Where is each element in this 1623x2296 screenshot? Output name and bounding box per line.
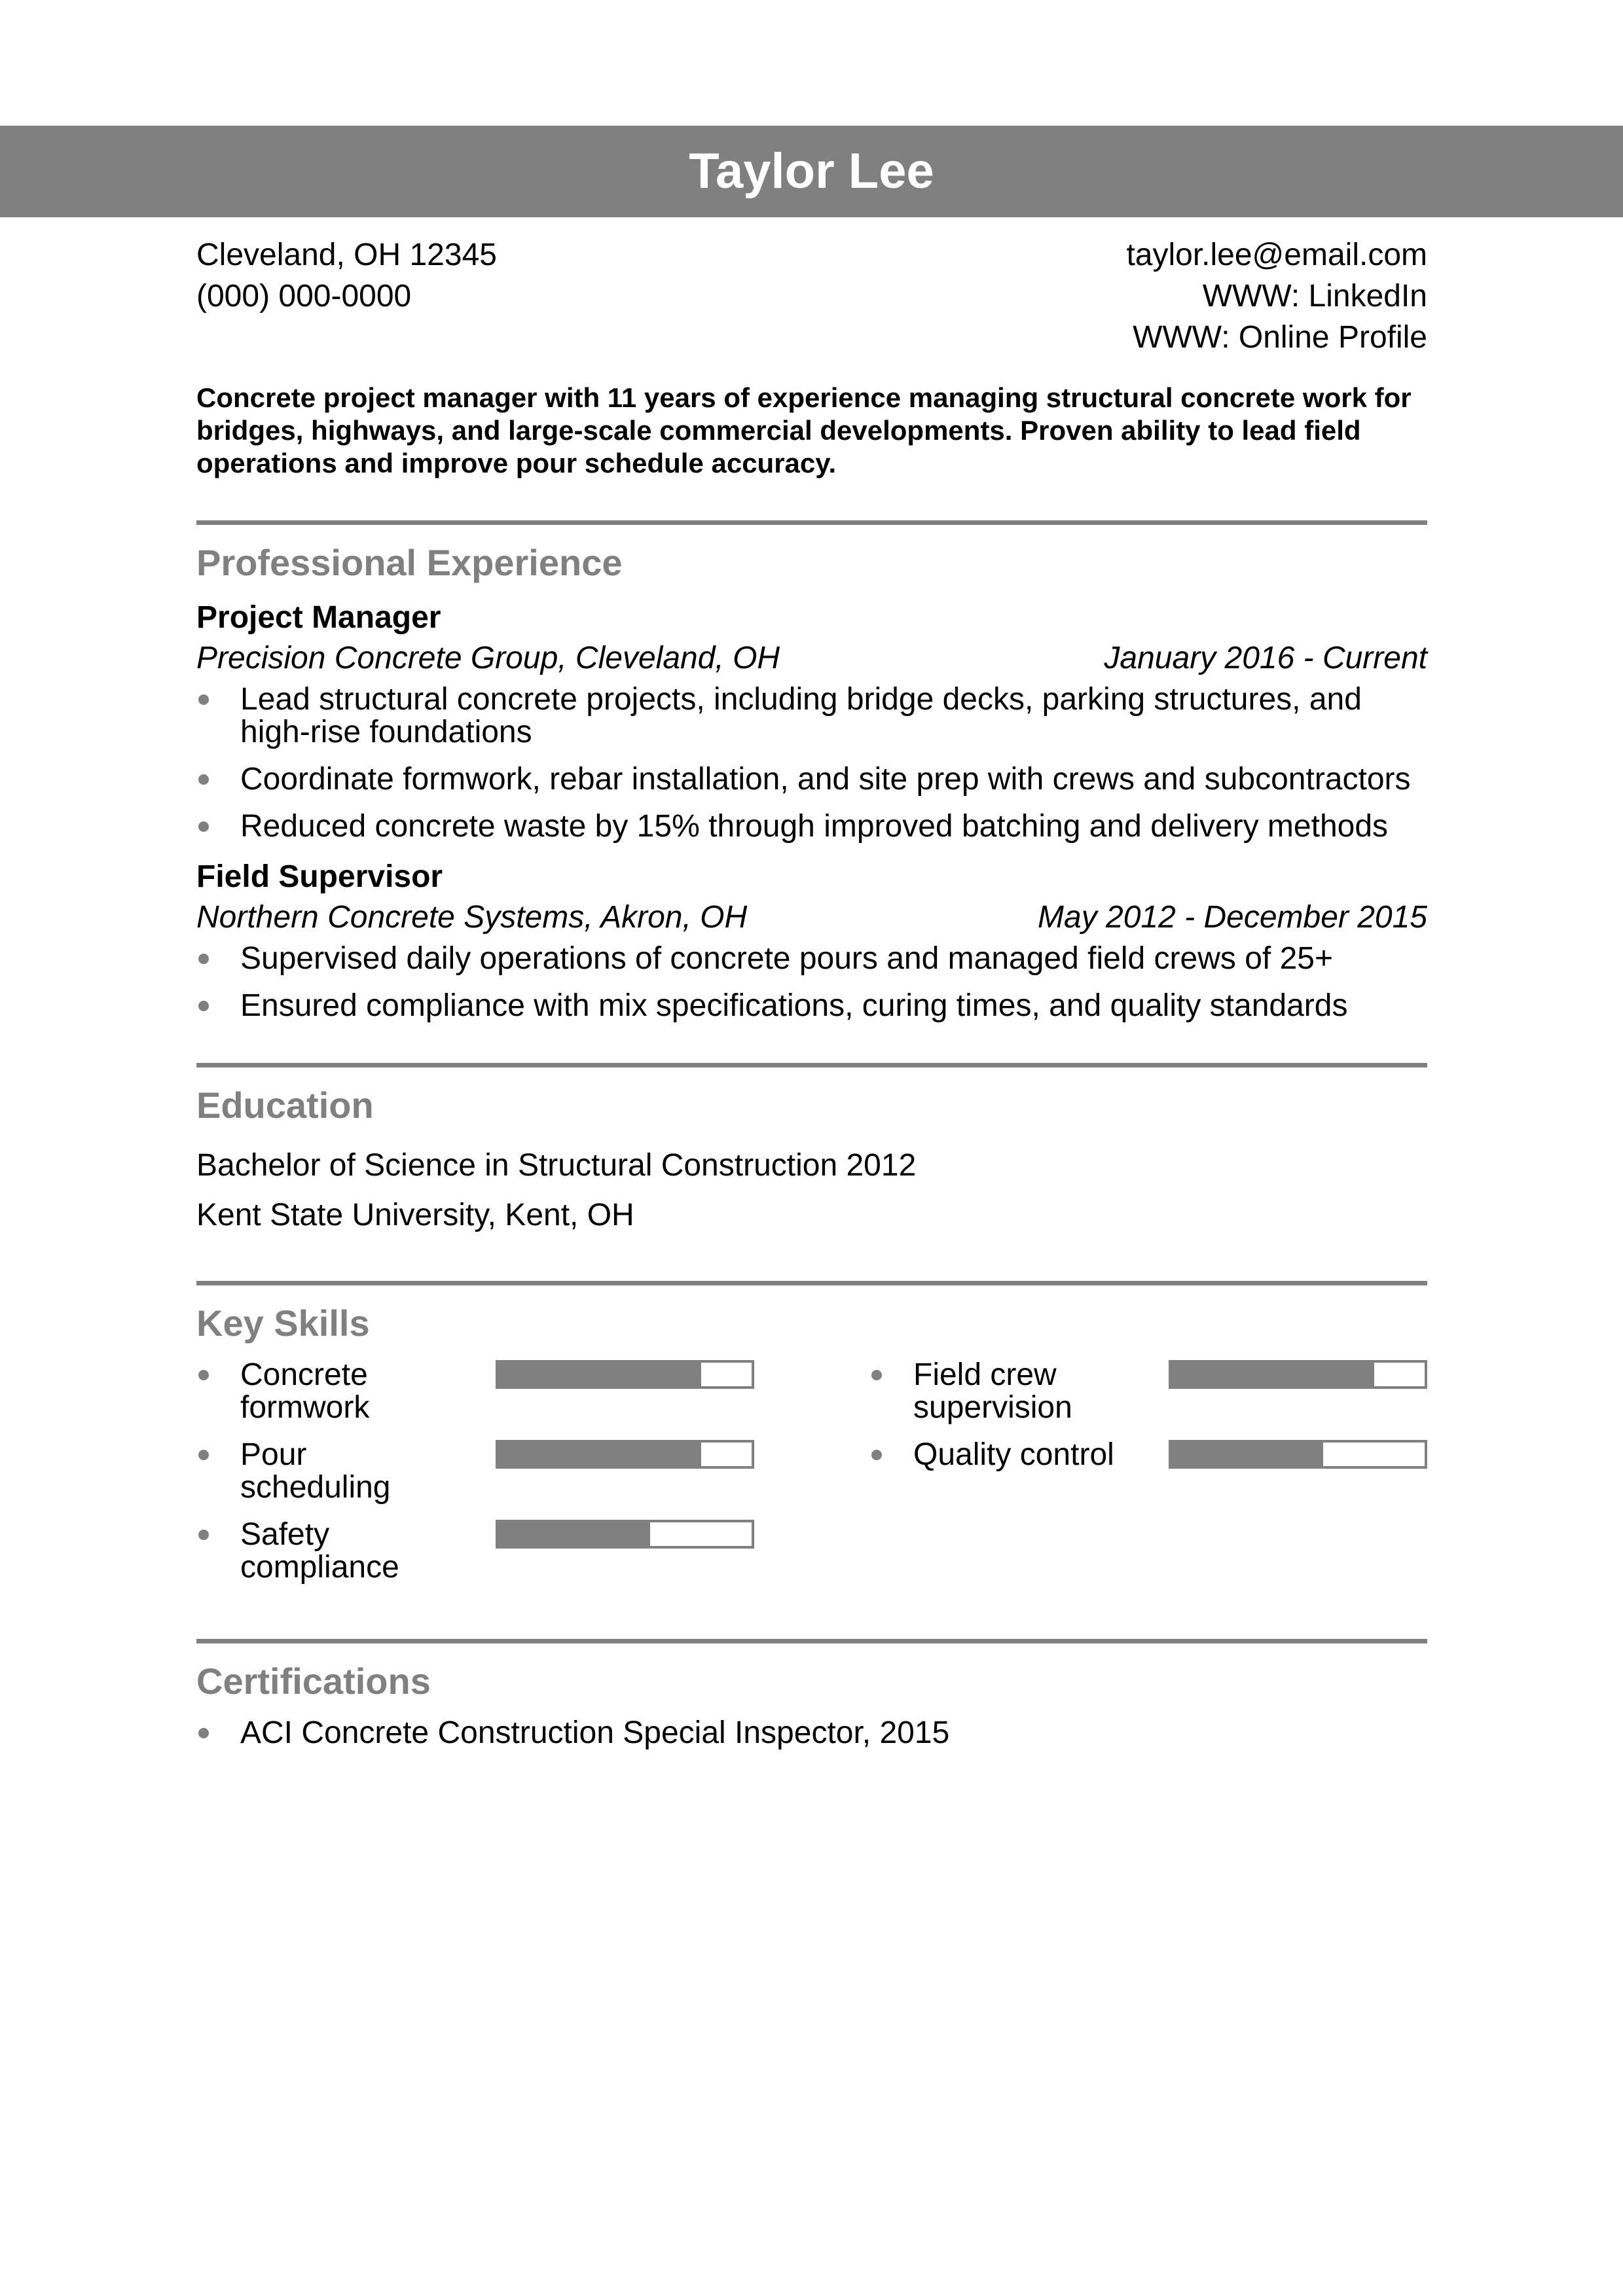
list-item (196, 942, 1427, 975)
skill-item (869, 1359, 1427, 1424)
skill-level-bar (496, 1520, 754, 1549)
job-bullets (196, 942, 1427, 1022)
skill-level-fill (1171, 1363, 1374, 1386)
bullet-text: Coordinate formwork, rebar installation, and site prep with crews and subcontractors (240, 762, 1411, 797)
skills-section (196, 1281, 1427, 1598)
contact-right (1126, 234, 1427, 358)
skill-level-fill (498, 1363, 701, 1386)
section-title-skills: Key Skills (196, 1302, 370, 1344)
email-link[interactable]: taylor.lee@email.com (1126, 238, 1427, 272)
bullet-text: Supervised daily operations of concrete pours and managed field crews of 25+ (240, 941, 1334, 976)
phone: (000) 000-0000 (196, 279, 412, 314)
skill-level-fill (498, 1443, 701, 1466)
candidate-name: Taylor Lee (689, 143, 934, 199)
skill-item (196, 1439, 754, 1504)
skill-label: Field crew supervision (913, 1357, 1072, 1425)
job-meta (196, 897, 1427, 939)
skill-label: Quality control (913, 1437, 1114, 1472)
certifications-list (196, 1717, 1427, 1749)
job-entry (196, 857, 1427, 1022)
job-entry (196, 598, 1427, 843)
header-band (0, 126, 1623, 217)
job-title: Project Manager (196, 600, 441, 635)
list-item (196, 763, 1427, 796)
education-section (196, 1063, 1427, 1240)
linkedin-link[interactable]: WWW: LinkedIn (1202, 279, 1427, 314)
list-item (196, 810, 1427, 843)
contact-left (196, 234, 497, 358)
bullet-dot-icon (871, 1450, 882, 1460)
skill-level-bar (496, 1440, 754, 1469)
skill-label: Pour scheduling (240, 1437, 391, 1505)
bullet-dot-icon (198, 1001, 209, 1011)
address: Cleveland, OH 12345 (196, 238, 497, 272)
contact-block (196, 234, 1427, 358)
bullet-dot-icon (198, 1450, 209, 1460)
bullet-dot-icon (198, 1728, 209, 1738)
education-school: Kent State University, Kent, OH (196, 1198, 634, 1232)
job-title: Field Supervisor (196, 859, 443, 894)
job-dates: May 2012 - December 2015 (1038, 900, 1427, 935)
experience-section (196, 520, 1427, 1022)
skills-grid (196, 1359, 1427, 1598)
job-meta (196, 637, 1427, 679)
skill-level-bar (1169, 1440, 1427, 1469)
bullet-dot-icon (871, 1370, 882, 1380)
bullet-dot-icon (198, 774, 209, 785)
education-degree: Bachelor of Science in Structural Construction 2012 (196, 1148, 917, 1183)
skill-label: Safety compliance (240, 1517, 399, 1585)
list-item (196, 683, 1427, 749)
skill-level-bar (496, 1360, 754, 1389)
bullet-dot-icon (198, 954, 209, 964)
certification-text: ACI Concrete Construction Special Inspector, 2015 (240, 1715, 950, 1750)
list-item (196, 1717, 1427, 1749)
section-title-certifications: Certifications (196, 1660, 431, 1702)
skill-level-fill (1171, 1443, 1323, 1466)
bullet-text: Lead structural concrete projects, including bridge decks, parking structures, and high-rise foundations (240, 682, 1362, 749)
job-bullets (196, 683, 1427, 843)
section-title-experience: Professional Experience (196, 542, 623, 583)
job-company: Northern Concrete Systems, Akron, OH (196, 900, 748, 935)
online-profile-link[interactable]: WWW: Online Profile (1133, 320, 1427, 355)
bullet-dot-icon (198, 1370, 209, 1380)
skill-label: Concrete formwork (240, 1357, 370, 1425)
skill-level-fill (498, 1522, 650, 1546)
bullet-dot-icon (198, 821, 209, 832)
skill-level-bar (1169, 1360, 1427, 1389)
list-item (196, 990, 1427, 1022)
job-dates: January 2016 - Current (1104, 641, 1427, 675)
bullet-dot-icon (198, 1530, 209, 1540)
certifications-section (196, 1639, 1427, 1749)
skill-item (196, 1359, 754, 1424)
job-company: Precision Concrete Group, Cleveland, OH (196, 641, 780, 675)
section-title-education: Education (196, 1085, 374, 1126)
bullet-text: Ensured compliance with mix specifications, curing times, and quality standards (240, 988, 1348, 1023)
resume-content (196, 234, 1427, 1764)
bullet-dot-icon (198, 694, 209, 705)
summary: Concrete project manager with 11 years of experience managing structural concrete work for bridges, highways, and large-scale commercial developments. Proven ability to lead field operations and improve pour schedule accuracy. (196, 382, 1412, 478)
skill-item (869, 1439, 1427, 1504)
skill-item (196, 1518, 754, 1584)
bullet-text: Reduced concrete waste by 15% through improved batching and delivery methods (240, 809, 1389, 844)
